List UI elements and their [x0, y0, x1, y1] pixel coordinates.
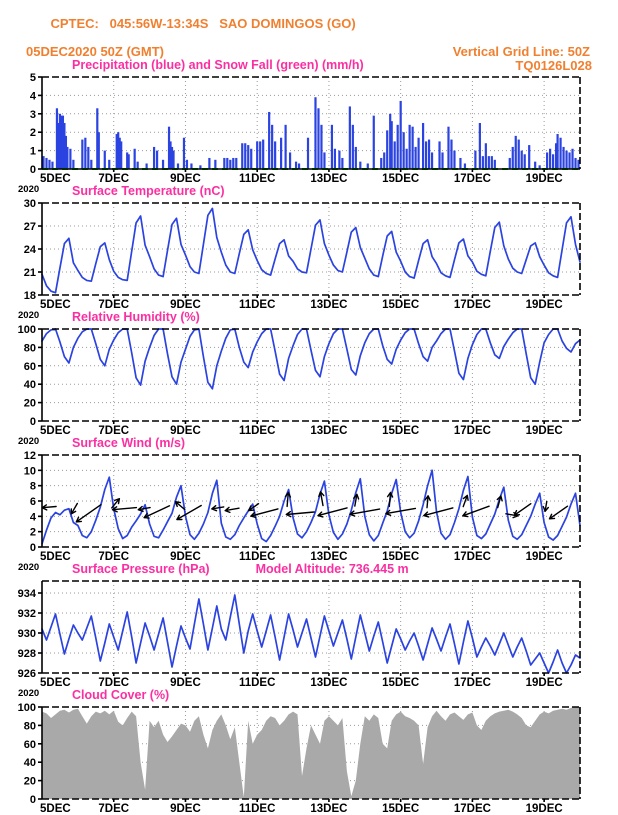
svg-text:9DEC: 9DEC	[170, 425, 201, 437]
svg-text:2020: 2020	[18, 562, 40, 573]
humidity-title-row	[0, 311, 618, 325]
svg-text:17DEC: 17DEC	[453, 677, 491, 689]
svg-text:19DEC: 19DEC	[525, 551, 563, 563]
svg-text:928: 928	[17, 648, 36, 660]
svg-text:13DEC: 13DEC	[310, 803, 348, 815]
cloud-title-row	[0, 689, 618, 703]
svg-text:5DEC: 5DEC	[40, 677, 71, 689]
svg-text:11DEC: 11DEC	[238, 677, 276, 689]
pressure-title: Surface Pressure (hPa)	[72, 562, 210, 576]
svg-text:13DEC: 13DEC	[310, 299, 348, 311]
svg-text:15DEC: 15DEC	[382, 173, 420, 185]
run-datetime: 05DEC2020 50Z (GMT)	[26, 44, 164, 59]
svg-text:15DEC: 15DEC	[382, 299, 420, 311]
cloud-title: Cloud Cover (%)	[72, 688, 170, 702]
svg-text:5: 5	[29, 72, 36, 84]
svg-text:40: 40	[23, 757, 36, 770]
svg-text:7DEC: 7DEC	[98, 551, 130, 563]
model-altitude-label: Model Altitude: 736.445 m	[255, 562, 409, 576]
svg-text:100: 100	[17, 702, 36, 714]
svg-text:13DEC: 13DEC	[310, 425, 348, 437]
vertical-grid-note: Vertical Grid Line: 50Z	[452, 44, 590, 59]
svg-text:6: 6	[29, 496, 36, 508]
svg-text:100: 100	[17, 324, 36, 336]
svg-text:40: 40	[23, 379, 36, 392]
model-id-label: TQ0126L028	[515, 58, 592, 73]
wind-title: Surface Wind (m/s)	[72, 436, 186, 450]
svg-text:18: 18	[23, 290, 36, 302]
svg-text:0: 0	[29, 416, 36, 428]
svg-text:19DEC: 19DEC	[525, 299, 563, 311]
svg-text:1: 1	[29, 145, 36, 158]
svg-text:3: 3	[29, 108, 36, 121]
svg-text:5DEC: 5DEC	[40, 425, 71, 437]
svg-text:30: 30	[23, 198, 36, 210]
svg-text:9DEC: 9DEC	[170, 803, 201, 815]
svg-text:5DEC: 5DEC	[40, 299, 71, 311]
station-header-text: CPTEC: 045:56W-13:34S SAO DOMINGOS (GO)	[50, 16, 356, 31]
svg-text:9DEC: 9DEC	[170, 551, 201, 563]
svg-text:10: 10	[23, 465, 36, 478]
svg-text:15DEC: 15DEC	[382, 425, 420, 437]
svg-text:932: 932	[17, 608, 36, 620]
cloud-panel	[0, 689, 618, 815]
svg-text:9DEC: 9DEC	[170, 173, 201, 185]
svg-text:5DEC: 5DEC	[40, 173, 71, 185]
svg-text:13DEC: 13DEC	[310, 677, 348, 689]
svg-text:19DEC: 19DEC	[525, 803, 563, 815]
svg-text:9DEC: 9DEC	[170, 299, 201, 311]
svg-text:4: 4	[29, 90, 36, 103]
svg-text:12: 12	[23, 450, 36, 462]
svg-text:17DEC: 17DEC	[453, 425, 491, 437]
svg-text:80: 80	[23, 720, 36, 733]
svg-text:20: 20	[23, 775, 36, 788]
svg-text:7DEC: 7DEC	[98, 173, 130, 185]
svg-text:11DEC: 11DEC	[238, 551, 276, 563]
svg-text:930: 930	[17, 628, 36, 640]
svg-text:19DEC: 19DEC	[525, 677, 563, 689]
svg-text:5DEC: 5DEC	[40, 551, 71, 563]
svg-text:17DEC: 17DEC	[453, 551, 491, 563]
svg-text:2020: 2020	[18, 184, 40, 195]
svg-text:5DEC: 5DEC	[40, 803, 71, 815]
svg-text:8: 8	[29, 480, 36, 493]
precipitation-title-row	[0, 59, 618, 73]
svg-text:21: 21	[23, 267, 36, 279]
svg-text:20: 20	[23, 397, 36, 410]
precipitation-title: Precipitation (blue) and Snow Fall (green) (mm/h)	[72, 58, 364, 72]
svg-text:2020: 2020	[18, 688, 40, 699]
svg-text:11DEC: 11DEC	[238, 425, 276, 437]
svg-text:2020: 2020	[18, 436, 40, 447]
pressure-title-row	[0, 563, 618, 577]
svg-text:2: 2	[29, 127, 36, 140]
svg-text:17DEC: 17DEC	[453, 173, 491, 185]
run-header	[0, 45, 618, 59]
svg-text:11DEC: 11DEC	[238, 173, 276, 185]
svg-text:13DEC: 13DEC	[310, 551, 348, 563]
svg-text:11DEC: 11DEC	[238, 803, 276, 815]
svg-text:7DEC: 7DEC	[98, 299, 130, 311]
svg-text:27: 27	[23, 221, 36, 233]
svg-text:19DEC: 19DEC	[525, 173, 563, 185]
humidity-title: Relative Humidity (%)	[72, 310, 200, 324]
svg-text:7DEC: 7DEC	[98, 425, 130, 437]
svg-text:0: 0	[29, 542, 36, 554]
svg-text:9DEC: 9DEC	[170, 677, 201, 689]
svg-text:7DEC: 7DEC	[98, 803, 130, 815]
svg-text:7DEC: 7DEC	[98, 677, 130, 689]
svg-text:13DEC: 13DEC	[310, 173, 348, 185]
svg-text:19DEC: 19DEC	[525, 425, 563, 437]
svg-text:60: 60	[23, 360, 36, 373]
svg-text:2020: 2020	[18, 310, 40, 321]
svg-text:0: 0	[29, 794, 36, 806]
station-header	[0, 3, 618, 45]
temperature-title-row	[0, 185, 618, 199]
svg-text:11DEC: 11DEC	[238, 299, 276, 311]
svg-text:15DEC: 15DEC	[382, 677, 420, 689]
svg-text:80: 80	[23, 342, 36, 355]
svg-text:15DEC: 15DEC	[382, 551, 420, 563]
svg-text:17DEC: 17DEC	[453, 803, 491, 815]
svg-text:926: 926	[17, 668, 36, 680]
cloud-chart	[0, 703, 618, 815]
svg-text:0: 0	[29, 164, 36, 176]
svg-text:4: 4	[29, 511, 36, 524]
svg-text:17DEC: 17DEC	[453, 299, 491, 311]
svg-text:2: 2	[29, 526, 36, 539]
svg-text:15DEC: 15DEC	[382, 803, 420, 815]
svg-text:24: 24	[23, 244, 36, 256]
svg-text:60: 60	[23, 738, 36, 751]
wind-title-row	[0, 437, 618, 451]
temperature-title: Surface Temperature (nC)	[72, 184, 225, 198]
svg-text:934: 934	[17, 588, 36, 600]
